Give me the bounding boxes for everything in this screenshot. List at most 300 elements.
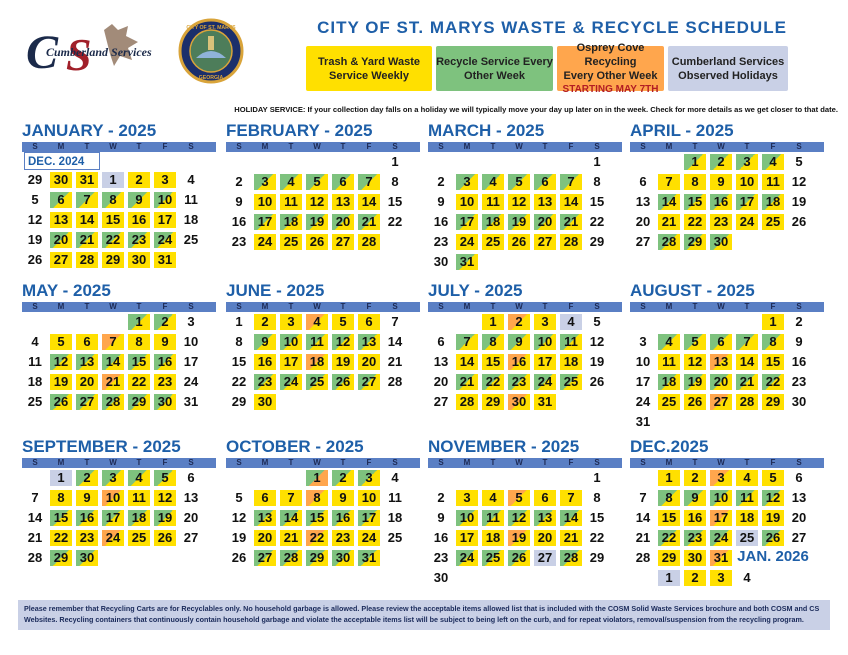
empty-cell (482, 570, 504, 586)
day-cell: 25 (306, 374, 328, 390)
empty-cell (358, 154, 380, 170)
day-cell: 10 (635, 354, 651, 369)
day-cell: 17 (183, 354, 199, 369)
day-cell: 11 (658, 354, 680, 370)
weekday-label: S (438, 302, 444, 311)
day-cell: 14 (560, 510, 582, 526)
weekday-label: T (490, 458, 496, 467)
day-cell: 20 (332, 214, 354, 230)
day-cell: 15 (387, 194, 403, 209)
day-cell: 8 (235, 334, 243, 349)
day-cell: 1 (50, 470, 72, 486)
day-cell: 28 (358, 234, 380, 250)
day-cell: 2 (254, 314, 276, 330)
day-cell: 22 (102, 232, 124, 248)
day-cell: 10 (456, 194, 478, 210)
day-cell: 18 (762, 194, 784, 210)
day-cell: 10 (154, 192, 176, 208)
day-cell: 30 (433, 570, 449, 585)
day-cell: 26 (762, 530, 784, 546)
weekday-label: T (288, 142, 294, 151)
day-cell: 22 (482, 374, 504, 390)
day-cell: 9 (332, 490, 354, 506)
day-cell: 24 (102, 530, 124, 546)
weekday-label: S (640, 142, 646, 151)
day-cell: 5 (762, 470, 784, 486)
day-cell: 25 (482, 234, 504, 250)
day-cell: 25 (280, 234, 302, 250)
day-cell: 15 (128, 354, 150, 370)
day-cell: 22 (306, 530, 328, 546)
weekday-label: M (463, 142, 471, 151)
day-cell: 17 (635, 374, 651, 389)
weekday-label: S (796, 302, 802, 311)
day-cell: 26 (508, 234, 530, 250)
empty-cell (710, 414, 732, 430)
day-cell: 26 (791, 214, 807, 229)
empty-cell (180, 550, 202, 566)
day-cell: 30 (154, 394, 176, 410)
day-cell: 21 (387, 354, 403, 369)
weekday-label: F (162, 302, 168, 311)
empty-cell (534, 254, 556, 270)
weekday-label: T (288, 458, 294, 467)
empty-cell (76, 314, 98, 330)
weekday-label: T (340, 302, 346, 311)
day-cell: 6 (437, 334, 445, 349)
day-cell: 27 (534, 550, 556, 566)
day-cell: 19 (332, 354, 354, 370)
day-cell: 1 (306, 470, 328, 486)
day-cell: 25 (658, 394, 680, 410)
day-cell: 20 (534, 214, 556, 230)
day-cell: 17 (710, 510, 732, 526)
day-cell: 12 (762, 490, 784, 506)
weekday-label: T (84, 142, 90, 151)
day-cell: 30 (684, 550, 706, 566)
day-cell: 30 (332, 550, 354, 566)
day-cell: 12 (589, 334, 605, 349)
day-cell: 4 (736, 470, 758, 486)
day-cell: 30 (76, 550, 98, 566)
day-cell: 5 (508, 490, 530, 506)
day-cell: 18 (128, 510, 150, 526)
day-cell: 11 (306, 334, 328, 350)
day-cell: 5 (795, 154, 803, 169)
day-cell: 12 (684, 354, 706, 370)
day-cell: 4 (658, 334, 680, 350)
day-cell: 4 (280, 174, 302, 190)
day-cell: 9 (235, 194, 243, 209)
day-cell: 5 (154, 470, 176, 486)
empty-cell (24, 314, 46, 330)
day-cell: 10 (710, 490, 732, 506)
day-cell: 18 (736, 510, 758, 526)
month-2 (428, 120, 622, 272)
day-cell: 6 (187, 470, 195, 485)
weekday-label: S (594, 302, 600, 311)
empty-cell (280, 394, 302, 410)
day-cell: 4 (743, 570, 751, 585)
legend-osprey-line1: Osprey Cove Recycling (576, 41, 645, 68)
day-cell: 19 (508, 530, 530, 546)
day-cell: 22 (589, 214, 605, 229)
day-grid (428, 468, 610, 588)
day-cell: 5 (332, 314, 354, 330)
day-cell: 13 (534, 510, 556, 526)
day-cell: 21 (280, 530, 302, 546)
weekday-label: T (84, 302, 90, 311)
empty-cell (154, 550, 176, 566)
day-cell: 15 (589, 510, 605, 525)
day-cell: 5 (593, 314, 601, 329)
day-cell: 20 (254, 530, 276, 546)
weekday-label: T (136, 142, 142, 151)
day-cell: 27 (254, 550, 276, 566)
empty-cell (180, 252, 202, 268)
weekday-label: S (438, 142, 444, 151)
day-cell: 24 (254, 234, 276, 250)
month-title: JULY - 2025 (428, 281, 523, 300)
day-cell: 2 (684, 470, 706, 486)
empty-cell (684, 414, 706, 430)
weekday-label: T (542, 458, 548, 467)
day-cell: 20 (791, 510, 807, 525)
weekday-label: W (515, 302, 523, 311)
day-cell: 1 (482, 314, 504, 330)
day-cell: 3 (358, 470, 380, 486)
day-cell: 15 (482, 354, 504, 370)
day-cell: 25 (560, 374, 582, 390)
day-cell: 8 (593, 174, 601, 189)
day-cell: 21 (560, 530, 582, 546)
day-cell: 25 (387, 530, 403, 545)
day-cell: 26 (306, 234, 328, 250)
day-cell: 10 (456, 510, 478, 526)
weekday-label: M (57, 142, 65, 151)
day-cell: 17 (736, 194, 758, 210)
empty-cell (658, 154, 680, 170)
day-cell: 26 (589, 374, 605, 389)
weekday-label: F (366, 302, 372, 311)
day-cell: 24 (183, 374, 199, 389)
day-cell: 16 (76, 510, 98, 526)
day-cell: 23 (433, 234, 449, 249)
empty-cell (560, 154, 582, 170)
weekday-header (630, 142, 824, 152)
month-1 (226, 120, 420, 252)
day-cell: 31 (456, 254, 478, 270)
day-cell: 28 (102, 394, 124, 410)
day-cell: 15 (589, 194, 605, 209)
weekday-header (226, 458, 420, 468)
day-cell: 13 (433, 354, 449, 369)
day-cell: 17 (534, 354, 556, 370)
day-cell: 31 (183, 394, 199, 409)
day-cell: 7 (76, 192, 98, 208)
month-title: FEBRUARY - 2025 (226, 121, 373, 140)
day-cell: 6 (254, 490, 276, 506)
day-cell: 19 (27, 232, 43, 247)
day-cell: 16 (433, 214, 449, 229)
day-cell: 14 (560, 194, 582, 210)
day-cell: 3 (102, 470, 124, 486)
day-cell: 9 (76, 490, 98, 506)
day-cell: 23 (231, 234, 247, 249)
day-cell: 17 (456, 214, 478, 230)
day-cell: 28 (560, 234, 582, 250)
empty-cell (710, 314, 732, 330)
weekday-label: S (236, 458, 242, 467)
empty-cell (384, 394, 406, 410)
day-cell: 7 (658, 174, 680, 190)
day-cell: 7 (560, 174, 582, 190)
weekday-label: W (109, 142, 117, 151)
day-cell: 27 (635, 234, 651, 249)
month-title: JUNE - 2025 (226, 281, 325, 300)
month-9 (226, 436, 420, 568)
day-cell: 31 (76, 172, 98, 188)
empty-cell (384, 234, 406, 250)
day-cell: 20 (50, 232, 72, 248)
empty-cell (332, 394, 354, 410)
day-cell: 23 (791, 374, 807, 389)
day-cell: 19 (762, 510, 784, 526)
weekday-label: T (542, 142, 548, 151)
day-cell: 28 (560, 550, 582, 566)
empty-cell (430, 470, 452, 486)
weekday-label: S (796, 458, 802, 467)
day-cell: 5 (31, 192, 39, 207)
day-cell: 11 (28, 354, 42, 369)
weekday-label: T (84, 458, 90, 467)
day-cell: 5 (50, 334, 72, 350)
weekday-label: T (744, 458, 750, 467)
day-cell: 1 (102, 172, 124, 188)
empty-cell (762, 234, 784, 250)
day-cell: 29 (27, 172, 43, 187)
legend-osprey-start: STARTING MAY 7TH (562, 83, 659, 95)
day-cell: 17 (456, 530, 478, 546)
day-cell: 14 (76, 212, 98, 228)
day-cell: 19 (684, 374, 706, 390)
day-cell: 20 (433, 374, 449, 389)
day-cell: 6 (710, 334, 732, 350)
day-grid (630, 312, 812, 432)
empty-cell (762, 414, 784, 430)
weekday-label: S (640, 302, 646, 311)
empty-cell (632, 314, 654, 330)
weekday-label: W (313, 142, 321, 151)
day-cell: 18 (306, 354, 328, 370)
day-cell: 3 (456, 174, 478, 190)
day-cell: 18 (183, 212, 199, 227)
day-cell: 16 (231, 214, 247, 229)
day-cell: 11 (184, 192, 198, 207)
weekday-label: S (32, 302, 38, 311)
day-cell: 27 (76, 394, 98, 410)
day-cell: 16 (154, 354, 176, 370)
day-cell: 25 (183, 232, 199, 247)
day-cell: 10 (280, 334, 302, 350)
day-cell: 1 (762, 314, 784, 330)
day-cell: 7 (736, 334, 758, 350)
month-title: SEPTEMBER - 2025 (22, 437, 181, 456)
day-cell: 20 (534, 530, 556, 546)
month-8 (22, 436, 216, 568)
weekday-label: W (313, 458, 321, 467)
day-cell: 12 (154, 490, 176, 506)
empty-cell (50, 314, 72, 330)
day-cell: 7 (102, 334, 124, 350)
weekday-label: M (57, 302, 65, 311)
empty-cell (456, 570, 478, 586)
month-title: APRIL - 2025 (630, 121, 734, 140)
day-cell: 13 (635, 194, 651, 209)
month-title: DEC.2025 (630, 437, 709, 456)
weekday-label: S (392, 458, 398, 467)
day-cell: 23 (332, 530, 354, 546)
day-cell: 2 (795, 314, 803, 329)
day-cell: 21 (27, 530, 43, 545)
legend-trash (306, 46, 432, 91)
day-cell: 21 (658, 214, 680, 230)
day-cell: 22 (684, 214, 706, 230)
day-cell: 26 (154, 530, 176, 546)
empty-cell (306, 154, 328, 170)
day-cell: 8 (50, 490, 72, 506)
day-cell: 10 (736, 174, 758, 190)
day-cell: 8 (391, 174, 399, 189)
day-cell: 13 (710, 354, 732, 370)
day-cell: 26 (50, 394, 72, 410)
day-cell: 30 (50, 172, 72, 188)
svg-text:C: C (26, 26, 59, 79)
day-cell: 11 (280, 194, 302, 210)
day-cell: 3 (639, 334, 647, 349)
day-cell: 24 (280, 374, 302, 390)
month-3 (630, 120, 824, 252)
day-cell: 16 (254, 354, 276, 370)
day-cell: 29 (50, 550, 72, 566)
day-cell: 29 (482, 394, 504, 410)
empty-cell (358, 394, 380, 410)
day-cell: 15 (50, 510, 72, 526)
month-6 (428, 280, 622, 412)
day-cell: 16 (433, 530, 449, 545)
day-cell: 23 (76, 530, 98, 546)
empty-cell (128, 550, 150, 566)
weekday-label: M (665, 458, 673, 467)
day-cell: 1 (658, 570, 680, 586)
day-cell: 28 (736, 394, 758, 410)
day-cell: 29 (658, 550, 680, 566)
weekday-label: M (665, 142, 673, 151)
day-cell: 4 (482, 174, 504, 190)
day-cell: 16 (710, 194, 732, 210)
empty-cell (560, 570, 582, 586)
day-cell: 25 (762, 214, 784, 230)
empty-cell (762, 570, 784, 586)
day-cell: 18 (482, 214, 504, 230)
empty-cell (736, 234, 758, 250)
day-cell: 4 (391, 470, 399, 485)
day-cell: 12 (50, 354, 72, 370)
day-cell: 28 (280, 550, 302, 566)
weekday-label: M (463, 302, 471, 311)
month-title: MARCH - 2025 (428, 121, 545, 140)
day-cell: 19 (231, 530, 247, 545)
day-cell: 4 (560, 314, 582, 330)
day-cell: 18 (658, 374, 680, 390)
day-cell: 13 (534, 194, 556, 210)
day-cell: 7 (280, 490, 302, 506)
empty-cell (332, 154, 354, 170)
day-cell: 15 (231, 354, 247, 369)
day-cell: 15 (684, 194, 706, 210)
legend-osprey-line2: Every Other Week (563, 69, 658, 82)
day-cell: 29 (589, 550, 605, 565)
weekday-label: S (188, 302, 194, 311)
day-cell: 8 (128, 334, 150, 350)
weekday-label: M (57, 458, 65, 467)
day-cell: 12 (508, 194, 530, 210)
day-cell: 24 (358, 530, 380, 546)
day-cell: 15 (102, 212, 124, 228)
day-cell: 8 (102, 192, 124, 208)
day-cell: 3 (534, 314, 556, 330)
empty-cell (788, 570, 810, 586)
empty-cell (254, 154, 276, 170)
day-cell: 9 (437, 510, 445, 525)
day-cell: 20 (183, 510, 199, 525)
weekday-label: S (188, 142, 194, 151)
day-cell: 29 (231, 394, 247, 409)
empty-cell (658, 314, 680, 330)
day-cell: 29 (589, 234, 605, 249)
day-cell: 2 (154, 314, 176, 330)
weekday-label: F (568, 142, 574, 151)
day-cell: 25 (27, 394, 43, 409)
day-cell: 14 (635, 510, 651, 525)
weekday-label: M (261, 458, 269, 467)
previous-month-label: DEC. 2024 (24, 152, 100, 170)
day-cell: 9 (254, 334, 276, 350)
day-cell: 13 (332, 194, 354, 210)
day-cell: 9 (795, 334, 803, 349)
month-title: MAY - 2025 (22, 281, 111, 300)
day-cell: 19 (589, 354, 605, 369)
empty-cell (254, 470, 276, 486)
day-cell: 31 (534, 394, 556, 410)
legend-recycle (436, 46, 553, 91)
day-cell: 20 (358, 354, 380, 370)
day-cell: 29 (762, 394, 784, 410)
empty-cell (508, 254, 530, 270)
footer-note: Please remember that Recycling Carts are for Recyclables only. No household garbage is allowed. Please review the acceptable items allowed list that is included with the COSM Solid Waste Services brochure and both COSM and CS Websites. Recycling containers that continuously contain household garbage and violate the acceptable items list will be subject to being left on the curb, and for repeat violators, removal/suspension from the recycling program. (18, 600, 830, 630)
day-cell: 13 (254, 510, 276, 526)
day-cell: 23 (433, 550, 449, 565)
day-cell: 27 (433, 394, 449, 409)
day-cell: 9 (154, 334, 176, 350)
day-cell: 31 (710, 550, 732, 566)
month-11 (630, 436, 824, 588)
day-cell: 2 (128, 172, 150, 188)
day-cell: 24 (710, 530, 732, 546)
day-cell: 17 (358, 510, 380, 526)
day-cell: 11 (482, 510, 504, 526)
empty-cell (534, 570, 556, 586)
